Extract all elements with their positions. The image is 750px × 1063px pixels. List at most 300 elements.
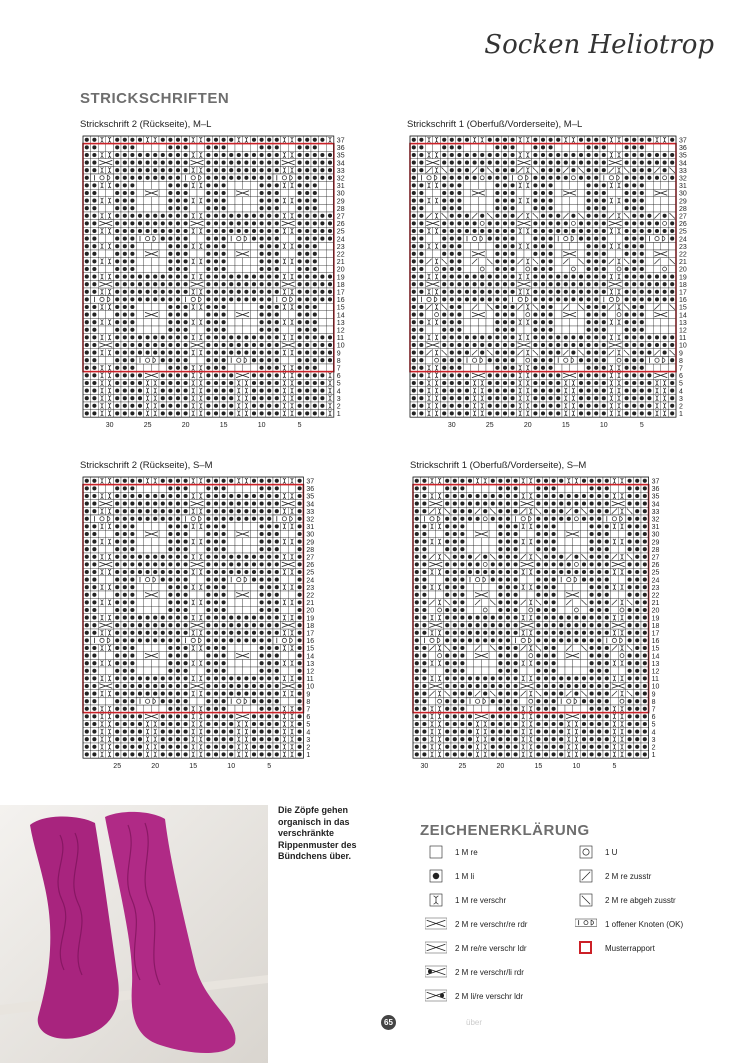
chart-cell	[539, 242, 547, 250]
chart-cell	[197, 690, 205, 698]
chart-cell	[144, 220, 152, 228]
chart-cell	[611, 690, 619, 698]
chart-cell	[182, 326, 190, 334]
chart-cell	[512, 606, 520, 614]
chart-cell	[106, 265, 114, 273]
chart-cell	[608, 379, 616, 387]
chart-cell	[136, 637, 144, 645]
chart-cell	[144, 500, 152, 508]
chart-cell	[489, 507, 497, 515]
chart-cell	[456, 242, 464, 250]
chart-cell	[486, 311, 494, 319]
chart-cell	[611, 720, 619, 728]
cable-cross	[235, 530, 250, 538]
chart-cell	[608, 311, 616, 319]
chart-cell	[592, 341, 600, 349]
chart-cell	[189, 394, 197, 402]
row-number: 25	[679, 228, 687, 236]
chart-cell	[151, 364, 159, 372]
chart-cell	[182, 303, 190, 311]
chart-cell	[425, 303, 433, 311]
chart-cell	[121, 507, 129, 515]
chart-cell	[288, 492, 296, 500]
chart-cell	[220, 220, 228, 228]
chart-cell	[497, 545, 505, 553]
chart-cell	[428, 675, 436, 683]
row-number: 37	[306, 478, 315, 486]
chart-cell	[174, 599, 182, 607]
chart-cell	[121, 410, 129, 418]
chart-cell	[668, 296, 676, 304]
chart-cell	[296, 637, 304, 645]
chart-cell	[273, 326, 281, 334]
cable-cross	[519, 500, 534, 508]
chart-cell	[661, 265, 669, 273]
chart-cell	[573, 751, 581, 759]
chart-cell	[136, 591, 144, 599]
chart-cell	[630, 220, 638, 228]
chart-cell	[197, 720, 205, 728]
cable-cross	[189, 280, 204, 288]
chart-cell	[319, 242, 327, 250]
chart-cell	[144, 728, 152, 736]
chart-cell	[121, 258, 129, 266]
chart-cell	[235, 568, 243, 576]
chart-cell	[121, 166, 129, 174]
chart-cell	[638, 242, 646, 250]
chart-cell	[668, 136, 676, 144]
chart-cell	[311, 410, 319, 418]
chart-cell	[281, 667, 289, 675]
chart-cell	[451, 523, 459, 531]
chart-cell	[311, 341, 319, 349]
chart-cell	[474, 538, 482, 546]
chart-cell	[570, 326, 578, 334]
chart-cell	[303, 311, 311, 319]
chart-cell	[174, 166, 182, 174]
chart-cell	[220, 242, 228, 250]
chart-cell	[303, 204, 311, 212]
chart-cell	[653, 174, 661, 182]
chart-cell	[106, 735, 114, 743]
chart-cell	[504, 530, 512, 538]
chart-cell	[623, 326, 631, 334]
chart-cell	[592, 174, 600, 182]
row-number: 7	[306, 706, 311, 714]
chart-cell	[471, 334, 479, 342]
chart-cell	[570, 349, 578, 357]
col-number: 5	[639, 422, 644, 430]
chart-cell	[235, 303, 243, 311]
chart-cell	[504, 713, 512, 721]
chart-cell	[471, 341, 479, 349]
chart-cell	[588, 652, 596, 660]
chart-cell	[205, 136, 213, 144]
chart-cell	[273, 614, 281, 622]
chart-cell	[489, 583, 497, 591]
chart-cell	[535, 720, 543, 728]
chart-cell	[580, 675, 588, 683]
chart-cell	[106, 690, 114, 698]
chart-cell	[151, 561, 159, 569]
chart-cell	[113, 500, 121, 508]
chart-cell	[273, 713, 281, 721]
chart-cell	[243, 303, 251, 311]
chart-cell	[501, 303, 509, 311]
chart-cell	[235, 265, 243, 273]
chart-cell	[151, 288, 159, 296]
chart-cell	[98, 545, 106, 553]
chart-cell	[600, 204, 608, 212]
chart-cell	[425, 311, 433, 319]
cable-cross	[516, 341, 531, 349]
chart-cell	[98, 690, 106, 698]
row-number: 2	[336, 403, 341, 411]
chart-cell	[600, 273, 608, 281]
chart-cell	[626, 720, 634, 728]
chart-cell	[151, 477, 159, 485]
chart-cell	[494, 372, 502, 380]
chart-cell	[212, 591, 220, 599]
chart-cell	[174, 334, 182, 342]
cable-cross	[281, 341, 296, 349]
chart-cell	[440, 136, 448, 144]
chart-cell	[512, 561, 520, 569]
chart-cell	[189, 318, 197, 326]
chart-cell	[167, 166, 175, 174]
chart-cell	[288, 614, 296, 622]
chart-cell	[113, 235, 121, 243]
chart-cell	[326, 394, 334, 402]
chart-cell	[296, 250, 304, 258]
chart-cell	[212, 507, 220, 515]
chart-cell	[580, 705, 588, 713]
chart-cell	[600, 212, 608, 220]
chart-cell	[174, 614, 182, 622]
chart-cell	[494, 288, 502, 296]
chart-cell	[91, 545, 99, 553]
chart-cell	[129, 227, 137, 235]
chart-cell	[436, 629, 444, 637]
chart-cell	[220, 151, 228, 159]
chart-cell	[456, 250, 464, 258]
chart-cell	[144, 212, 152, 220]
chart-cell	[661, 227, 669, 235]
chart-cell	[258, 265, 266, 273]
chart-cell	[592, 318, 600, 326]
chart-cell	[212, 280, 220, 288]
chart-cell	[121, 667, 129, 675]
chart-cell	[243, 644, 251, 652]
chart-cell	[440, 182, 448, 190]
chart-cell	[595, 621, 603, 629]
chart-cell	[182, 182, 190, 190]
chart-cell	[182, 151, 190, 159]
chart-cell	[98, 410, 106, 418]
chart-cell	[588, 599, 596, 607]
chart-cell	[501, 394, 509, 402]
chart-cell	[641, 751, 649, 759]
chart-cell	[83, 713, 91, 721]
chart-cell	[212, 485, 220, 493]
chart-cell	[205, 728, 213, 736]
row-number: 31	[306, 524, 315, 532]
chart-cell	[83, 341, 91, 349]
chart-cell	[136, 500, 144, 508]
chart-cell	[410, 387, 418, 395]
chart-cell	[527, 644, 535, 652]
chart-cell	[288, 530, 296, 538]
chart-cell	[227, 288, 235, 296]
chart-cell	[227, 705, 235, 713]
chart-cell	[281, 705, 289, 713]
chart-cell	[580, 629, 588, 637]
chart-cell	[288, 136, 296, 144]
chart-cell	[212, 728, 220, 736]
chart-cell	[129, 652, 137, 660]
chart-cell	[456, 379, 464, 387]
chart-cell	[258, 644, 266, 652]
chart-cell	[265, 372, 273, 380]
chart-cell	[535, 751, 543, 759]
chart-cell	[212, 372, 220, 380]
chart-cell	[466, 743, 474, 751]
chart-cell	[326, 265, 334, 273]
chart-cell	[585, 273, 593, 281]
chart-cell	[98, 182, 106, 190]
chart-cell	[106, 144, 114, 152]
cable-cross	[189, 682, 204, 690]
chart-cell	[440, 402, 448, 410]
chart-cell	[129, 735, 137, 743]
chart-cell	[296, 280, 304, 288]
chart-cell	[440, 303, 448, 311]
chart-cell	[448, 258, 456, 266]
chart-cell	[159, 515, 167, 523]
row-number: 28	[679, 205, 687, 213]
chart-cell	[159, 713, 167, 721]
chart-cell	[159, 220, 167, 228]
chart-cell	[527, 705, 535, 713]
chart-cell	[197, 713, 205, 721]
chart-cell	[273, 743, 281, 751]
chart-cell	[474, 500, 482, 508]
chart-cell	[182, 394, 190, 402]
row-number: 2	[306, 744, 311, 752]
chart-cell	[167, 659, 175, 667]
chart-cell	[83, 621, 91, 629]
chart-cell	[661, 341, 669, 349]
chart-cell	[570, 318, 578, 326]
chart-cell	[98, 720, 106, 728]
chart-cell	[451, 614, 459, 622]
chart-cell	[608, 212, 616, 220]
chart-cell	[265, 545, 273, 553]
chart-cell	[121, 220, 129, 228]
chart-cell	[151, 705, 159, 713]
chart-cell	[296, 728, 304, 736]
chart-cell	[603, 568, 611, 576]
chart-cell	[580, 583, 588, 591]
chart-cell	[265, 250, 273, 258]
chart-cell	[595, 583, 603, 591]
chart-cell	[618, 735, 626, 743]
chart-cell	[550, 743, 558, 751]
chart-cell	[608, 318, 616, 326]
chart-cell	[83, 507, 91, 515]
row-number: 8	[336, 357, 341, 365]
row-number: 35	[679, 152, 687, 160]
chart-cell	[539, 379, 547, 387]
chart-cell	[91, 743, 99, 751]
chart-cell	[456, 356, 464, 364]
chart-cell	[557, 568, 565, 576]
chart-cell	[83, 387, 91, 395]
chart-cell	[197, 197, 205, 205]
row-number: 10	[679, 342, 687, 350]
chart-cell	[588, 629, 596, 637]
chart-cell	[159, 591, 167, 599]
chart-cell	[489, 644, 497, 652]
chart-cell	[197, 705, 205, 713]
col-number: 10	[227, 763, 236, 771]
chart-cell	[197, 227, 205, 235]
chart-cell	[562, 144, 570, 152]
col-number: 20	[151, 763, 160, 771]
chart-cell	[265, 591, 273, 599]
chart-cell	[182, 242, 190, 250]
chart-cell	[626, 500, 634, 508]
chart-cell	[448, 242, 456, 250]
chart-cell	[428, 728, 436, 736]
chart-cell	[573, 690, 581, 698]
chart-cell	[227, 265, 235, 273]
chart-cell	[319, 387, 327, 395]
chart-cell	[595, 485, 603, 493]
chart-cell	[326, 159, 334, 167]
chart-cell	[608, 166, 616, 174]
chart-cell	[570, 258, 578, 266]
chart-cell	[501, 182, 509, 190]
chart-cell	[167, 507, 175, 515]
chart-cell	[653, 410, 661, 418]
chart-cell	[474, 682, 482, 690]
chart-cell	[630, 258, 638, 266]
chart-cell	[478, 410, 486, 418]
chart-cell	[91, 705, 99, 713]
chart-cell	[486, 174, 494, 182]
chart-cell	[227, 606, 235, 614]
chart-cell	[144, 402, 152, 410]
chart-cell	[603, 713, 611, 721]
chart-cell	[592, 349, 600, 357]
chart-cell	[527, 751, 535, 759]
chart-cell	[425, 166, 433, 174]
chart-cell	[481, 675, 489, 683]
chart-cell	[174, 189, 182, 197]
chart-cell	[580, 621, 588, 629]
chart-cell	[516, 402, 524, 410]
chart-cell	[486, 288, 494, 296]
chart-cell	[189, 235, 197, 243]
chart-cell	[129, 242, 137, 250]
chart-cell	[250, 341, 258, 349]
chart-cell	[288, 394, 296, 402]
chart-cell	[641, 492, 649, 500]
chart-cell	[235, 166, 243, 174]
chart-cell	[486, 280, 494, 288]
chart-cell	[258, 242, 266, 250]
chart-cell	[136, 326, 144, 334]
chart-cell	[227, 136, 235, 144]
chart-cell	[144, 303, 152, 311]
chart-cell	[311, 288, 319, 296]
chart-cell	[189, 349, 197, 357]
chart-cell	[630, 136, 638, 144]
chart-cell	[235, 485, 243, 493]
chart-cell	[91, 720, 99, 728]
chart-cell	[273, 387, 281, 395]
chart-cell	[326, 197, 334, 205]
chart-cell	[547, 204, 555, 212]
chart-cell	[577, 273, 585, 281]
chart-cell	[151, 614, 159, 622]
chart-cell	[288, 568, 296, 576]
chart-cell	[265, 288, 273, 296]
chart-cell	[557, 728, 565, 736]
chart-cell	[258, 523, 266, 531]
chart-cell	[144, 751, 152, 759]
chart-cell	[565, 728, 573, 736]
chart-cell	[633, 538, 641, 546]
chart-cell	[273, 675, 281, 683]
chart-cell	[91, 372, 99, 380]
chart-cell	[615, 265, 623, 273]
chart-cell	[159, 159, 167, 167]
chart-cell	[440, 318, 448, 326]
chart-cell	[448, 288, 456, 296]
chart-cell	[167, 553, 175, 561]
chart-cell	[258, 507, 266, 515]
chart-cell	[197, 728, 205, 736]
cable-cross	[189, 220, 204, 228]
chart-cell	[519, 690, 527, 698]
chart-cell	[585, 159, 593, 167]
chart-cell	[501, 144, 509, 152]
chart-cell	[159, 326, 167, 334]
chart-cell	[220, 553, 228, 561]
chart-cell	[212, 250, 220, 258]
chart-cell	[174, 523, 182, 531]
chart-cell	[227, 334, 235, 342]
chart-cell	[471, 280, 479, 288]
chart-cell	[273, 576, 281, 584]
chart-cell	[600, 326, 608, 334]
chart-cell	[227, 372, 235, 380]
chart-cell	[527, 591, 535, 599]
chart-cell	[516, 151, 524, 159]
chart-cell	[189, 538, 197, 546]
chart-cell	[129, 477, 137, 485]
chart-cell	[459, 720, 467, 728]
chart-cell	[212, 349, 220, 357]
chart-cell	[98, 273, 106, 281]
chart-cell	[113, 576, 121, 584]
chart-cell	[182, 507, 190, 515]
chart-cell	[151, 659, 159, 667]
chart-cell	[623, 280, 631, 288]
chart-cell	[129, 675, 137, 683]
